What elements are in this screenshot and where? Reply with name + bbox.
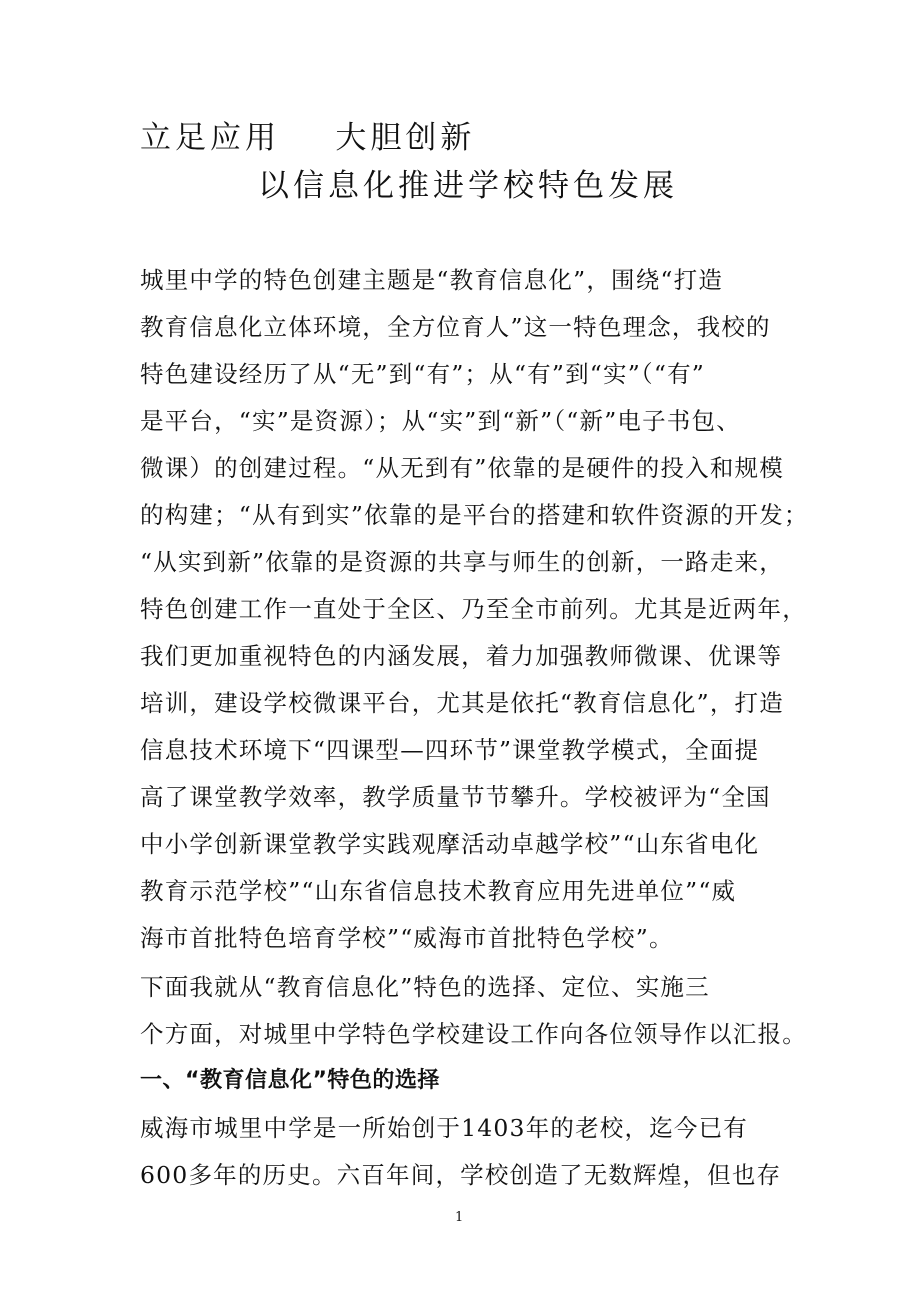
body-line: 海市首批特色培育学校”“威海市首批特色学校”。 xyxy=(140,924,674,952)
body-line: 特色建设经历了从“无”到“有”；从“有”到“实”（“有” xyxy=(140,360,705,388)
body-line: 教育信息化立体环境，全方位育人”这一特色理念，我校的 xyxy=(140,313,771,341)
body-line: 是平台，“实”是资源）；从“实”到“新”（“新”电子书包、 xyxy=(140,407,741,435)
body-line: 微课）的创建过程。“从无到有”依靠的是硬件的投入和规模 xyxy=(140,454,784,482)
section-heading: 一、“教育信息化”特色的选择 xyxy=(140,1068,440,1093)
body-line: 中小学创新课堂教学实践观摩活动卓越学校”“山东省电化 xyxy=(140,830,760,858)
title-line-2: 以信息化推进学校特色发展 xyxy=(258,168,678,204)
body-line: 教育示范学校”“山东省信息技术教育应用先进单位”“威 xyxy=(140,877,737,905)
body-line: 城里中学的特色创建主题是“教育信息化”，围绕“打造 xyxy=(140,266,724,294)
body-line: 下面我就从“教育信息化”特色的选择、定位、实施三 xyxy=(140,973,710,1001)
body-line: “从实到新”依靠的是资源的共享与师生的创新，一路走来， xyxy=(140,548,784,576)
body-line: 信息技术环境下“四课型—四环节”课堂教学模式，全面提 xyxy=(140,736,760,764)
body-line: 600多年的历史。六百年间，学校创造了无数辉煌，但也存 xyxy=(140,1161,782,1189)
body-line: 的构建；“从有到实”依靠的是平台的搭建和软件资源的开发； xyxy=(140,501,809,529)
body-line: 高了课堂教学效率，教学质量节节攀升。学校被评为“全国 xyxy=(140,783,771,811)
body-line: 我们更加重视特色的内涵发展，着力加强教师微课、优课等 xyxy=(140,642,783,670)
body-line: 个方面，对城里中学特色学校建设工作向各位领导作以汇报。 xyxy=(140,1020,807,1048)
page-number: 1 xyxy=(455,1210,464,1225)
title-line-1: 立足应用 大胆创新 xyxy=(140,120,476,156)
body-line: 培训，建设学校微课平台，尤其是依托“教育信息化”，打造 xyxy=(140,689,784,717)
body-line: 特色创建工作一直处于全区、乃至全市前列。尤其是近两年， xyxy=(140,595,807,623)
body-line: 威海市城里中学是一所始创于1403年的老校，迄今已有 xyxy=(140,1114,749,1142)
